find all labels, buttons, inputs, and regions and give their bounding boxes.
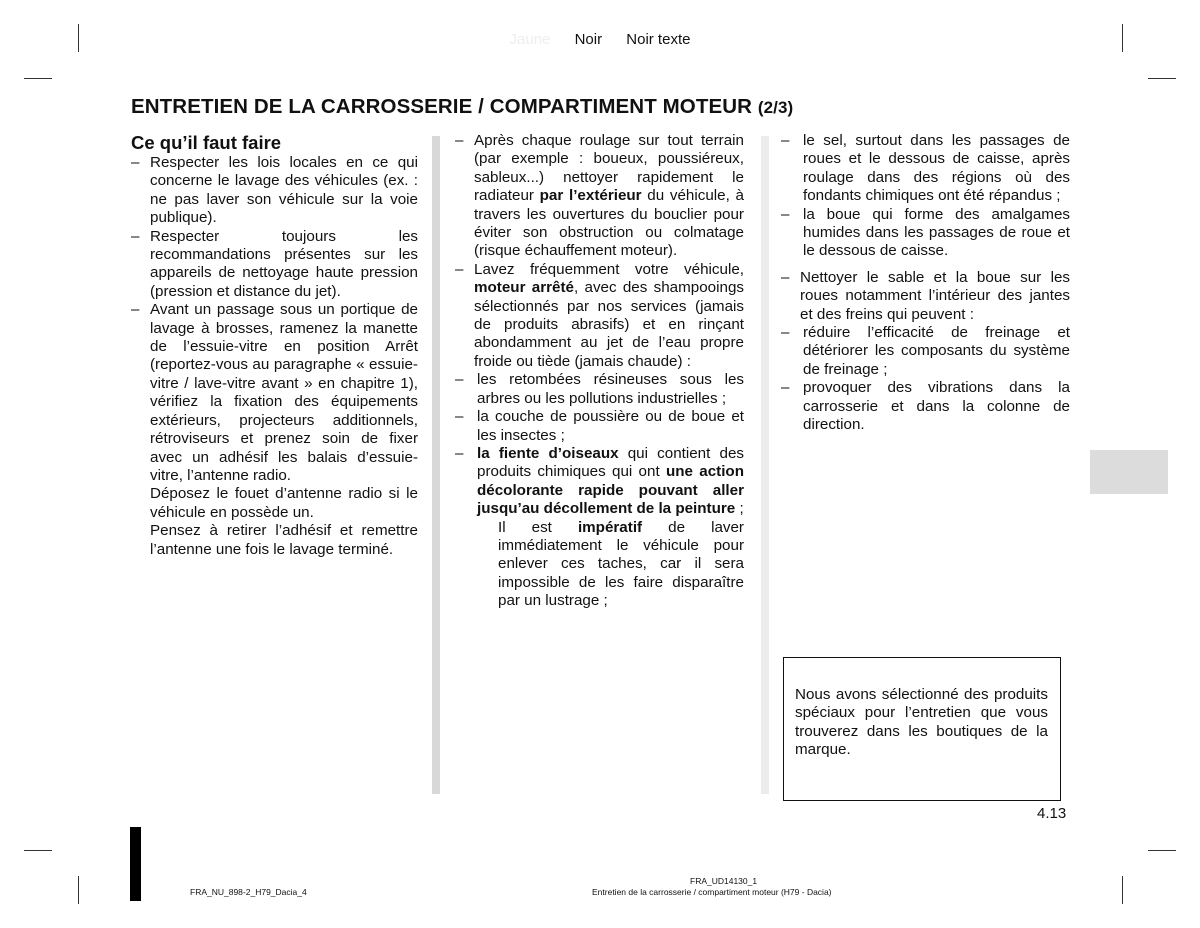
column-separator-1 (432, 136, 440, 794)
crop-mark-top-left-horizontal (24, 78, 52, 79)
sub-list-item (455, 445, 744, 519)
sub-list-item: – le sel, surtout dans les passages de roues et le dessous de caisse, après roulage dans des régions où des fondants chimiques ont été répandus ; (781, 132, 1070, 206)
page-title (131, 95, 793, 119)
crop-mark-bottom-right-horizontal (1148, 850, 1176, 851)
color-tag-black-text: Noir texte (626, 31, 691, 48)
column-2 (455, 132, 744, 611)
section-heading: Ce qu’il faut faire (131, 132, 282, 153)
sub-list-item: – la boue qui forme des amalgames humides dans les passages de roue et le dessous de caisse. (781, 206, 1070, 261)
crop-mark-bottom-right-vertical (1122, 876, 1123, 904)
color-tag-yellow: Jaune (509, 31, 551, 48)
column-3 (781, 132, 1070, 435)
footer-description: Entretien de la carrosserie / compartiment moteur (H79 - Dacia) (592, 887, 832, 897)
footer-reference-code: FRA_UD14130_1 (690, 876, 758, 886)
text-run: Lavez fréquemment votre véhicule, (474, 260, 744, 278)
bold-text: impératif (577, 518, 643, 536)
print-color-tags (0, 31, 1200, 48)
bold-text: par l’extérieur (539, 187, 642, 205)
notice-box: Nous avons sélectionné des produits spéciaux pour l’entretien que vous trouverez dans les boutiques de la marque. (783, 657, 1061, 801)
crop-mark-top-right-horizontal (1148, 78, 1176, 79)
text-run: qui contient des produits chimiques qui ont (477, 444, 744, 481)
text-run: de laver immédiatement le véhicule pour enlever ces taches, car il sera impossible de les faire disparaître par un lustrage ; (498, 518, 744, 610)
paragraph: Déposez le fouet d’antenne radio si le véhicule en possède un. (150, 485, 418, 521)
list-item: – Avant un passage sous un portique de lavage à brosses, ramenez la manette de l’essuie-vitre en position Arrêt (reportez-vous au paragraphe « essuie-vitre / lave-vitre avant » en chapitre 1), vérifiez la fixation des équipements extérieurs, projecteurs additionnels, rétroviseurs et prenez soin de fixer avec un adhésif les balais d’essuie-vitre, l’antenne radio. (131, 301, 418, 485)
color-tag-black: Noir (574, 31, 603, 48)
paragraph (455, 519, 744, 611)
color-registration-bar (130, 827, 141, 901)
column-1 (131, 132, 418, 559)
chapter-thumb-tab (1090, 450, 1168, 494)
bold-text: une action décolorante rapide pouvant aller jusqu’au décollement de la peinture (477, 463, 744, 518)
list-item: – Nettoyer le sable et la boue sur les roues notamment l’intérieur des jantes et des freins qui peuvent : (781, 269, 1070, 324)
list-item (455, 132, 744, 261)
footer-document-code: FRA_NU_898-2_H79_Dacia_4 (190, 887, 307, 897)
bold-text: moteur arrêté (474, 279, 574, 297)
column-separator-2 (761, 136, 769, 794)
list-item (455, 261, 744, 371)
sub-list-item: – les retombées résineuses sous les arbres ou les pollutions industrielles ; (455, 371, 744, 408)
text-run: Il est (498, 518, 578, 536)
text-run: Après chaque roulage sur tout terrain (par exemple : boueux, poussiéreux, sableux...) nettoyer rapidement le radiateur (474, 132, 744, 205)
crop-mark-bottom-left-horizontal (24, 850, 52, 851)
page-title-text: ENTRETIEN DE LA CARROSSERIE / COMPARTIMENT MOTEUR (131, 95, 753, 118)
page-title-part: (2/3) (757, 98, 794, 117)
bold-text: la fiente d’oiseaux (477, 444, 619, 462)
list-item: – Respecter toujours les recommandations présentes sur les appareils de nettoyage haute pression (pression et distance du jet). (131, 228, 418, 302)
text-run: , avec des shampooings sélectionnés par nos services (jamais de produits abrasifs) et en rinçant abondamment au jet de l’eau propre froide ou tiède (jamais chaude) : (474, 279, 744, 370)
sub-list-item: – la couche de poussière ou de boue et les insectes ; (455, 408, 744, 445)
sub-list-item: – provoquer des vibrations dans la carrosserie et dans la colonne de direction. (781, 379, 1070, 434)
sub-list-item: – réduire l’efficacité de freinage et détériorer les composants du système de freinage ; (781, 324, 1070, 379)
page-number: 4.13 (1037, 805, 1067, 822)
text-run: du véhicule, à travers les ouvertures du bouclier pour éviter son obstruction ou colmatage (risque échauffement moteur). (474, 187, 744, 260)
crop-mark-bottom-left-vertical (78, 876, 79, 904)
text-run: ; (735, 500, 744, 518)
list-item: – Respecter les lois locales en ce qui concerne le lavage des véhicules (ex. : ne pas laver son véhicule sur la voie publique). (131, 154, 418, 228)
paragraph: Pensez à retirer l’adhésif et remettre l’antenne une fois le lavage terminé. (150, 522, 418, 558)
